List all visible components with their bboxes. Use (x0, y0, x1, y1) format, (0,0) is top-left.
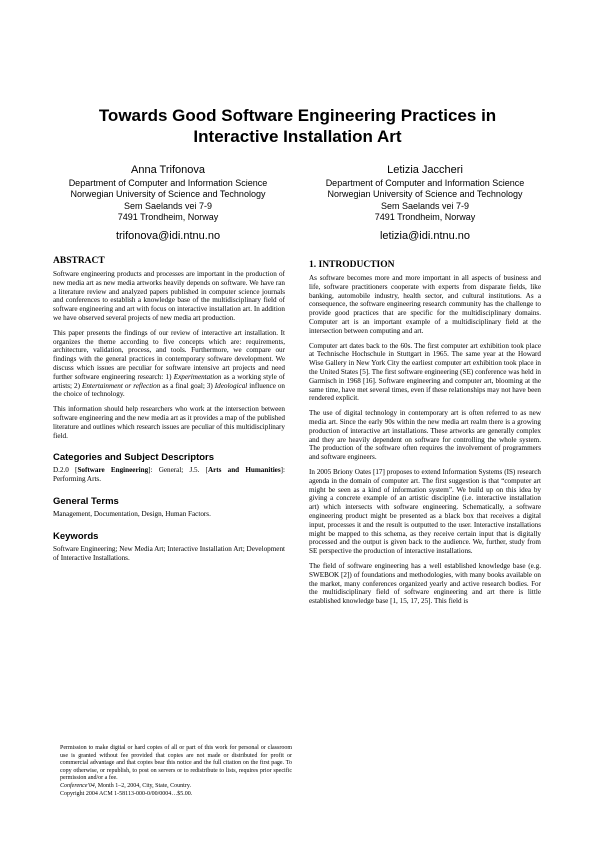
author-address: 7491 Trondheim, Norway (117, 211, 219, 222)
introduction-paragraph-2: Computer art dates back to the 60s. The first computer art exhibition took place at Technische Hochschule in Stuttgart in 1965. The same year at the Howard Wise Gallery in New York City the earliest computer art exhibition took place in the United States [5]. The first software engineering (SE) conference was held in Garmisch in 1968 [16]. Software engineering and computer art, blooming at the same time, have met several times, even if these relationships may not have been rendered explicit. (309, 341, 541, 403)
introduction-paragraph-1: As software becomes more and more important in all aspects of business and life, software practitioners cooperate with experts from disparate fields, like banking, automobile industry, health sector, and cultural institutions. As a consequence, the software engineering research community has the challenge to provide good practices that are specific for the multidisciplinary domains. Computer art is an important example of a multidisciplinary field at the intersection between computing and art. (309, 274, 541, 335)
author-address: Sem Saelands vei 7-9 (380, 200, 470, 211)
keywords-text: Software Engineering; New Media Art; Interactive Installation Art; Development of Interactive Installations. (53, 544, 285, 562)
author-address: 7491 Trondheim, Norway (374, 211, 476, 222)
general-terms-heading: General Terms (53, 495, 119, 507)
title-line-2: Interactive Installation Art (193, 127, 402, 146)
introduction-heading: 1. INTRODUCTION (309, 260, 395, 270)
author-affiliation: Department of Computer and Information Science (325, 178, 525, 188)
categories-text (53, 466, 285, 484)
text-run: , Month 1–2, 2004, City, State, Country. (94, 782, 191, 789)
text-run: as a final goal; 3) (160, 381, 215, 390)
paper-title (40, 105, 555, 147)
introduction-paragraph-5: The field of software engineering has a well established knowledge base (e.g. SWEBOK [2]) of foundations and methodologies, with many books available on the market, many conferences organized yearly and active research bodies. For the multidisciplinary field of software engineering and art there is little established knowledge base [1, 15, 17, 25]. This field is (309, 561, 541, 606)
author-email: trifonova@idi.ntnu.no (115, 230, 221, 243)
author-name: Anna Trifonova (131, 164, 205, 176)
italic-run: Entertainment or reflection (82, 381, 161, 390)
author-block-1 (38, 163, 298, 243)
text-run: influence on the choice of technology. (53, 381, 286, 399)
conference-line (60, 783, 292, 791)
abstract-heading: ABSTRACT (53, 256, 105, 266)
bold-run: Arts and Humanities (207, 466, 281, 475)
text-run: ]: General; J.5. [ (148, 466, 208, 475)
title-line-1: Towards Good Software Engineering Practices in (98, 106, 497, 125)
introduction-paragraph-4: In 2005 Briony Oates [17] proposes to extend Information Systems (IS) research agenda in the domain of computer art. The first suggestion is that “computer art might be seen as a kind of information system”. We build up on this idea by giving a concrete example of an artistic discipline (i.e. interactive installation art) which intersects with software engineering. Schematically, a software engineering product might be presented as a black box that receives a digital input, processes it and the result is outputted to the user. Interactive installations might be mapped to this schema, as they receive certain input that is digitally processed and the output is given back to the audience. We, further, study from SE perspective the production of interactive installations. (309, 467, 541, 556)
copyright-line: Copyright 2004 ACM 1-58113-000-0/00/0004…$5.00. (60, 790, 193, 797)
author-affiliation: Norwegian University of Science and Technology (327, 189, 523, 200)
general-terms-text: Management, Documentation, Design, Human Factors. (53, 509, 211, 518)
permission-text: Permission to make digital or hard copies of all or part of this work for personal or classroom use is granted without fee provided that copies are not made or distributed for profit or commercial advantage and that copies bear this notice and the full citation on the first page. To copy otherwise, or republish, to post on servers or to redistribute to lists, requires prior specific permission and/or a fee. (60, 745, 292, 782)
author-email: letizia@idi.ntnu.no (379, 230, 471, 243)
text-run: D.2.0 [ (53, 466, 78, 475)
author-name: Letizia Jaccheri (387, 164, 463, 176)
author-address: Sem Saelands vei 7-9 (123, 200, 213, 211)
abstract-paragraph-1: Software engineering products and processes are important in the production of new media art as new media artworks heavily depends on software. We have ran a literature review and analyzed papers published in computer science journals and conferences to establish a knowledge base of the multidisciplinary field of software engineering and art with focus on interactive installation art. In addition we have observed several projects of new media art production. (53, 270, 285, 322)
left-column (53, 256, 285, 568)
abstract-paragraph-2 (53, 329, 285, 399)
author-affiliation: Norwegian University of Science and Technology (70, 189, 266, 200)
text-run: as a working style of artists; 2) (53, 372, 286, 390)
text-run: This paper presents the findings of our review of interactive art installation. It organizes the theme according to five concepts which are: requirements, architecture, validation, process, and tools. Furthermore, we compare our findings with the general practices in contemporary software development. We discuss which issues are peculiar for software intensive art projects and need further software engineering research: 1) (53, 328, 285, 381)
permission-footnote (60, 745, 292, 798)
abstract-paragraph-3: This information should help researchers who work at the intersection between software engineering and the new media art as it provides a map of the published literature and outlines which research issues are peculiar of this multidisciplinary field. (53, 405, 285, 440)
keywords-heading: Keywords (53, 530, 99, 542)
italic-run: Experimentation (173, 372, 222, 381)
author-block-2 (295, 163, 555, 243)
text-run: ]: Performing Arts. (53, 466, 285, 484)
right-column (309, 260, 541, 612)
italic-run: Conference'04 (60, 782, 95, 789)
bold-run: Software Engineering (77, 466, 149, 475)
author-affiliation: Department of Computer and Information Science (68, 178, 268, 188)
categories-heading: Categories and Subject Descriptors (53, 452, 215, 464)
italic-run: Ideological (214, 381, 248, 390)
introduction-paragraph-3: The use of digital technology in contemporary art is often referred to as new media art. Since the early 90s within the new media art realm there is a growing production of interactive art installations. These artworks are generally complex and they are heavily dependent on software for controlling the whole system. The production of the software often requires the involvement of programmers and software engineers. (309, 409, 541, 462)
